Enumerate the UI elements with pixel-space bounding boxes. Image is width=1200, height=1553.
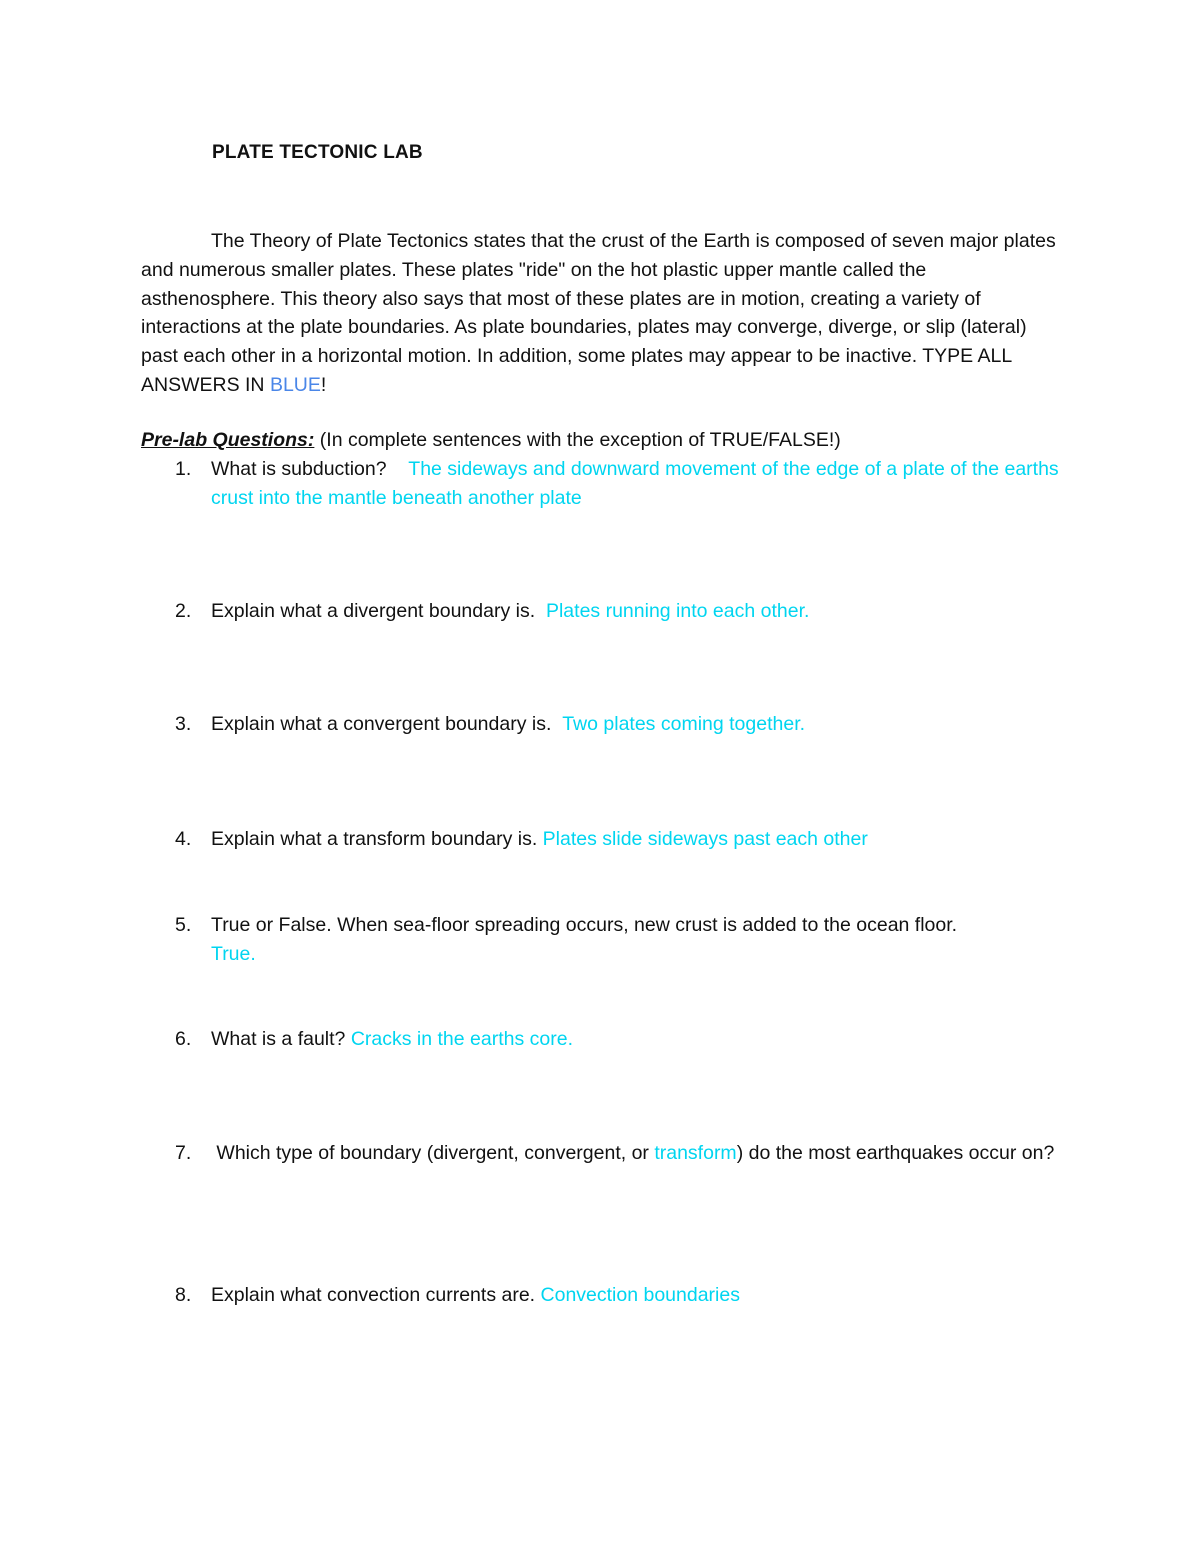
question-2 [141, 597, 1061, 626]
answer-text: Convection boundaries [540, 1284, 740, 1306]
question-number: 8. [175, 1284, 192, 1306]
prelab-note: (In complete sentences with the exception of TRUE/FALSE!) [314, 429, 841, 451]
question-number: 4. [175, 828, 192, 850]
question-number: 7. [175, 1142, 192, 1164]
answer-text: Two plates coming together. [562, 713, 806, 735]
question-6 [141, 1025, 1061, 1054]
answer-text: True. [211, 942, 256, 965]
question-number: 1. [175, 458, 192, 480]
question-text-after: ) do the most earthquakes occur on? [736, 1142, 1055, 1164]
question-text: Explain what a convergent boundary is. [211, 713, 552, 735]
answer-text: The sideways and downward movement of the edge of a plate of the earths crust into the mantle beneath another plate [211, 458, 1059, 509]
question-number: 2. [175, 600, 192, 622]
question-text: What is a fault? [211, 1028, 346, 1050]
question-3 [141, 710, 1061, 739]
intro-blue-word: BLUE [269, 373, 321, 396]
question-text-before: Which type of boundary (divergent, convergent, or [216, 1142, 655, 1164]
intro-paragraph [141, 227, 1066, 400]
question-1 [141, 455, 1061, 512]
answer-text: Cracks in the earths core. [350, 1028, 574, 1050]
question-number: 3. [175, 713, 192, 735]
question-text: What is subduction? [211, 458, 387, 480]
question-7 [141, 1139, 1061, 1168]
question-text: Explain what convection currents are. [211, 1284, 536, 1306]
answer-text: Plates slide sideways past each other [542, 828, 868, 850]
answer-text: transform [654, 1142, 737, 1164]
question-text: Explain what a divergent boundary is. [211, 600, 536, 622]
question-8 [141, 1281, 1061, 1310]
question-number: 6. [175, 1028, 192, 1050]
prelab-heading: Pre-lab Questions: [141, 429, 315, 451]
question-text: Explain what a transform boundary is. [211, 828, 538, 850]
answer-text: Plates running into each other. [545, 600, 810, 622]
question-5 [141, 911, 1061, 968]
question-4 [141, 825, 1061, 854]
intro-text: The Theory of Plate Tectonics states that the crust of the Earth is composed of seven major plates and numerous smaller plates. These plates "ride" on the hot plastic upper mantle called the asthenosphere. This theory also says that most of these plates are in motion, creating a variety of interactions at the plate boundaries. As plate boundaries, plates may converge, diverge, or slip (lateral) past each other in a horizontal motion. In addition, some plates may appear to be inactive. TYPE ALL ANSWERS IN [141, 230, 1056, 396]
question-text: True or False. When sea-floor spreading occurs, new crust is added to the ocean floor. [211, 914, 958, 936]
page-title: PLATE TECTONIC LAB [212, 142, 423, 163]
prelab-header [141, 426, 841, 454]
question-number: 5. [175, 914, 192, 936]
intro-end: ! [320, 373, 327, 396]
